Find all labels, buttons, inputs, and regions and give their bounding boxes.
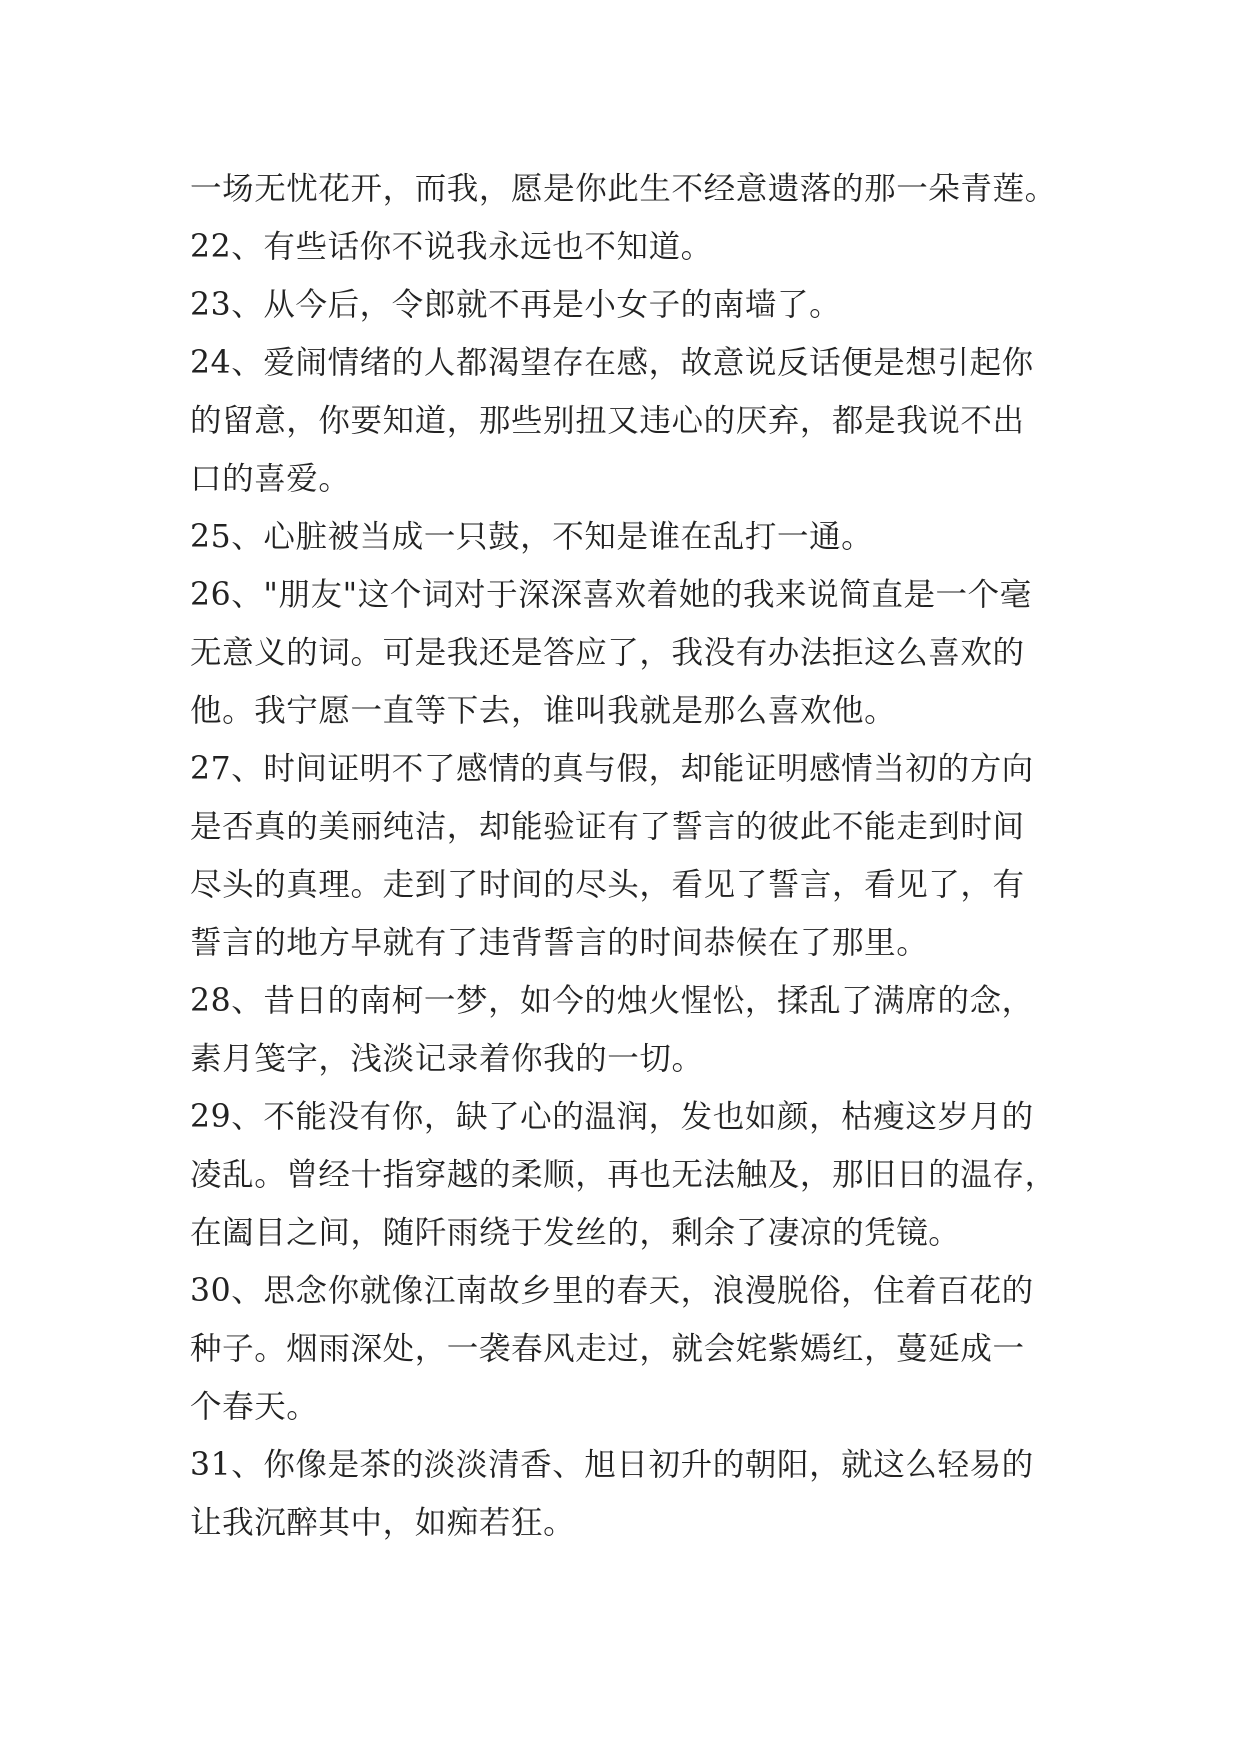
text-line: 26、"朋友"这个词对于深深喜欢着她的我来说简直是一个毫 xyxy=(190,577,1032,613)
text-line: 25、心脏被当成一只鼓，不知是谁在乱打一通。 xyxy=(190,519,874,555)
text-line: 素月笺字，浅淡记录着你我的一切。 xyxy=(190,1041,704,1077)
text-line: 22、有些话你不说我永远也不知道。 xyxy=(190,229,713,265)
text-line: 种子。烟雨深处，一袭春风走过，就会姹紫嫣红，蔓延成一 xyxy=(190,1331,1025,1367)
text-line: 一场无忧花开，而我，愿是你此生不经意遗落的那一朵青莲。 xyxy=(190,171,1057,207)
text-line: 口的喜爱。 xyxy=(190,461,351,497)
text-line: 的留意，你要知道，那些别扭又违心的厌弃，都是我说不出 xyxy=(190,403,1025,439)
text-line: 他。我宁愿一直等下去，谁叫我就是那么喜欢他。 xyxy=(190,693,897,729)
text-line: 凌乱。曾经十指穿越的柔顺，再也无法触及，那旧日的温存， xyxy=(190,1157,1057,1193)
text-line: 31、你像是茶的淡淡清香、旭日初升的朝阳，就这么轻易的 xyxy=(190,1447,1034,1483)
text-line: 让我沉醉其中，如痴若狂。 xyxy=(190,1505,576,1541)
text-line: 28、昔日的南柯一梦，如今的烛火惺忪，揉乱了满席的念， xyxy=(190,983,1034,1019)
text-line: 无意义的词。可是我还是答应了，我没有办法拒这么喜欢的 xyxy=(190,635,1025,671)
text-line: 27、时间证明不了感情的真与假，却能证明感情当初的方向 xyxy=(190,751,1034,787)
text-line: 尽头的真理。走到了时间的尽头，看见了誓言，看见了，有 xyxy=(190,867,1025,903)
text-line: 誓言的地方早就有了违背誓言的时间恭候在了那里。 xyxy=(190,925,929,961)
text-line: 29、不能没有你，缺了心的温润，发也如颜，枯瘦这岁月的 xyxy=(190,1099,1034,1135)
text-line: 23、从今后，令郎就不再是小女子的南墙了。 xyxy=(190,287,842,323)
text-line: 个春天。 xyxy=(190,1389,319,1425)
document-body xyxy=(190,160,1057,1552)
text-line: 是否真的美丽纯洁，却能验证有了誓言的彼此不能走到时间 xyxy=(190,809,1025,845)
text-line: 在阖目之间，随阡雨绕于发丝的，剩余了凄凉的凭镜。 xyxy=(190,1215,961,1251)
text-line: 24、爱闹情绪的人都渴望存在感，故意说反话便是想引起你 xyxy=(190,345,1034,381)
text-line: 30、思念你就像江南故乡里的春天，浪漫脱俗，住着百花的 xyxy=(190,1273,1034,1309)
